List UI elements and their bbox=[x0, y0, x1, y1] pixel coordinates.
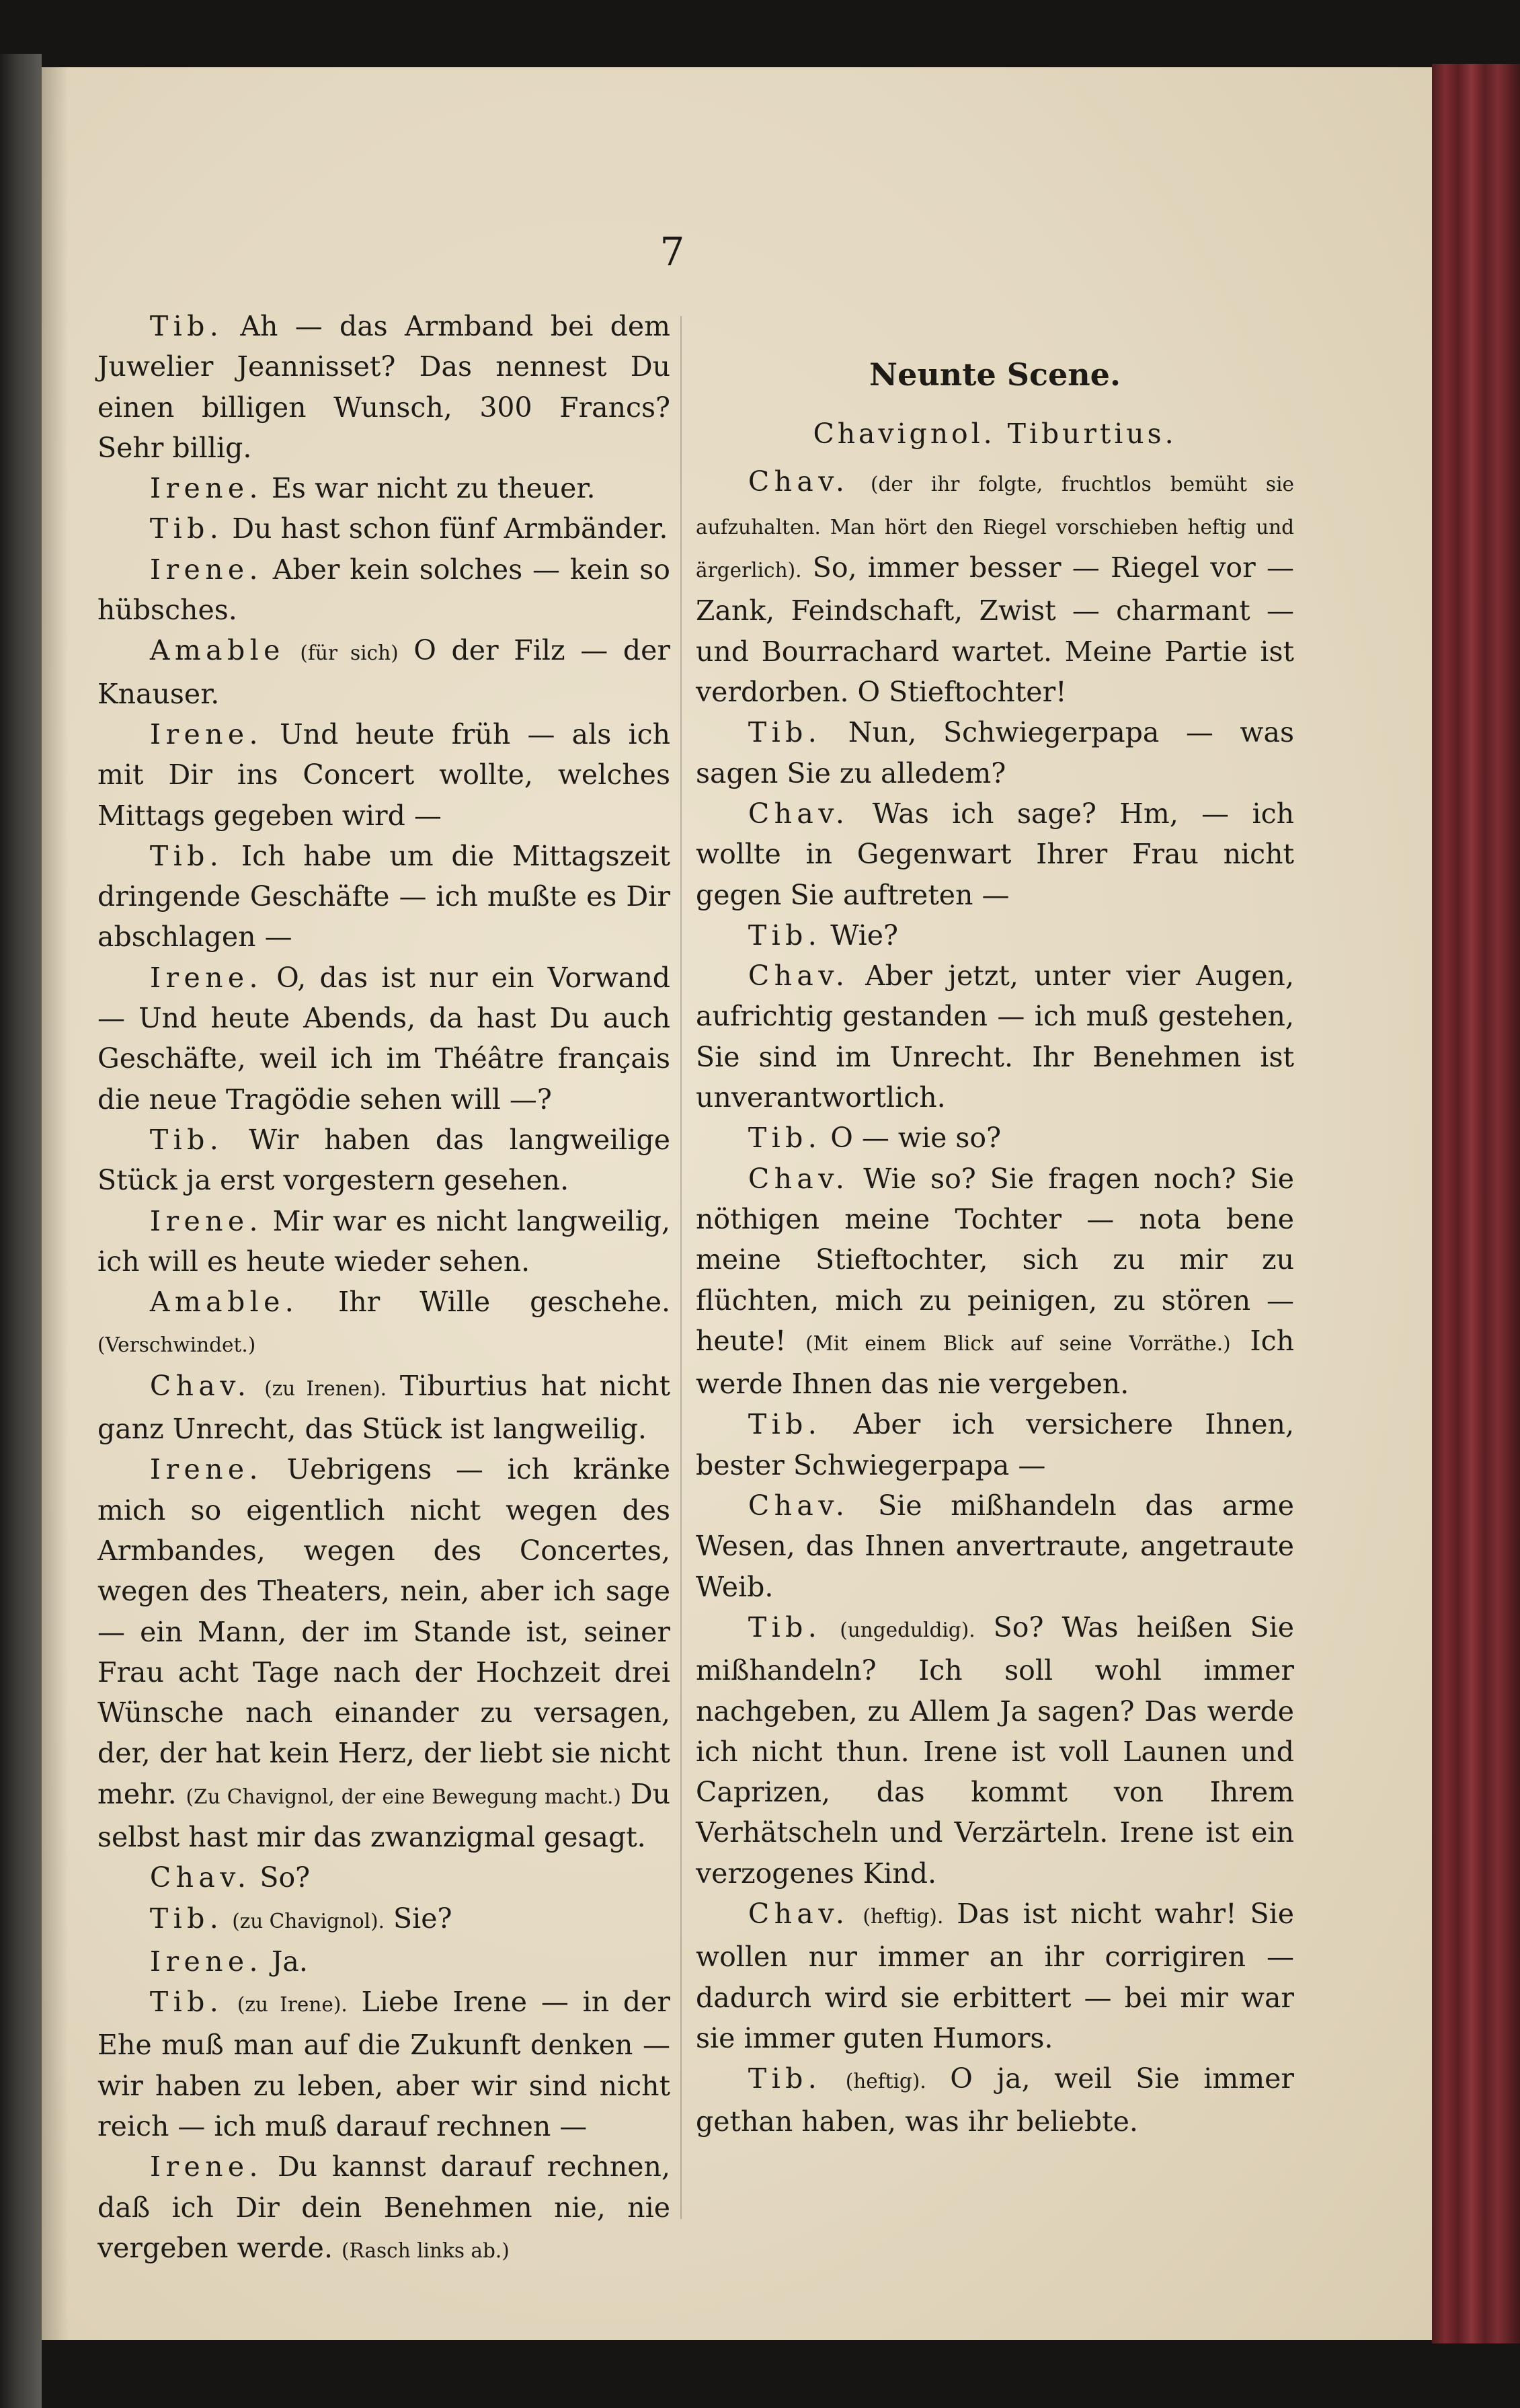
dialogue-paragraph bbox=[696, 1118, 1294, 1158]
stage-direction: (zu Chavignol). bbox=[232, 1909, 385, 1933]
speaker-name: Tib. bbox=[748, 1122, 822, 1155]
left-margin-strip bbox=[0, 54, 42, 2408]
dialogue-paragraph bbox=[97, 1449, 670, 1857]
dialogue-text: Ihr Wille geschehe. bbox=[298, 1286, 670, 1319]
dialogue-text: Es war nicht zu theuer. bbox=[262, 472, 596, 505]
dialogue-paragraph bbox=[97, 714, 670, 836]
speaker-name: Chav. bbox=[748, 797, 850, 830]
dialogue-text: Tiburtius hat nicht ganz Unrecht, das Stück ist langweilig. bbox=[97, 1369, 670, 1446]
dialogue-text: O der Filz — der Knauser. bbox=[97, 634, 670, 710]
stage-direction: (heftig). bbox=[845, 2070, 926, 2093]
speaker-name: Tib. bbox=[748, 716, 822, 749]
dialogue-text: Du selbst hast mir das zwanzigmal gesagt. bbox=[97, 1777, 670, 1853]
speaker-name: Tib. bbox=[149, 1902, 224, 1935]
dialogue-text: O, das ist nur ein Vorwand — Und heute Abends, da hast Du auch Geschäfte, weil ich im Théâtre français die neue Tragödie sehen will —? bbox=[97, 961, 670, 1116]
dialogue-paragraph bbox=[696, 1894, 1294, 2058]
dialogue-paragraph bbox=[696, 915, 1294, 956]
dialogue-paragraph bbox=[97, 1120, 670, 1201]
dialogue-text: Ah — das Armband bei dem Juwelier Jeannisset? Das nennest Du einen billigen Wunsch, 300 Francs? Sehr billig. bbox=[97, 310, 670, 464]
dialogue-text: Wie so? Sie fragen noch? Sie nöthigen meine Tochter — nota bene meine Stieftochter, sich zu mir zu flüchten, mich zu peinigen, zu stören — heute! bbox=[696, 1162, 1294, 1357]
speaker-name: Irene. bbox=[149, 1453, 263, 1486]
stage-direction: (für sich) bbox=[300, 642, 399, 665]
dialogue-text: O ja, weil Sie immer gethan haben, was ihr beliebte. bbox=[696, 2062, 1294, 2138]
dialogue-text: Liebe Irene — in der Ehe muß man auf die Zukunft denken — wir haben zu leben, aber wir sind nicht reich — ich muß darauf rechnen — bbox=[97, 1986, 670, 2143]
speaker-name: Chav. bbox=[748, 960, 850, 993]
stage-direction: (der ihr folgte, fruchtlos bemüht sie aufzuhalten. Man hört den Riegel vorschieben heftig und ärgerlich). bbox=[696, 472, 1294, 582]
speaker-name: Tib. bbox=[748, 1408, 822, 1441]
dialogue-text: So? bbox=[251, 1861, 311, 1894]
speaker-name: Tib. bbox=[748, 2062, 822, 2095]
dialogue-paragraph bbox=[97, 836, 670, 958]
dialogue-text: Wie? bbox=[822, 919, 898, 951]
dialogue-text: Mir war es nicht langweilig, ich will es heute wieder sehen. bbox=[97, 1204, 670, 1278]
stage-direction: (ungeduldig). bbox=[840, 1618, 975, 1641]
book-cover-edge bbox=[1432, 64, 1520, 2343]
dialogue-text: Und heute früh — als ich mit Dir ins Concert wollte, welches Mittags gegeben wird — bbox=[97, 717, 670, 832]
dialogue-text: Was ich sage? Hm, — ich wollte in Gegenwart Ihrer Frau nicht gegen Sie auftreten — bbox=[696, 797, 1294, 911]
dialogue-paragraph bbox=[97, 1857, 670, 1898]
stage-direction: (Rasch links ab.) bbox=[342, 2239, 510, 2262]
speaker-name: Tib. bbox=[748, 1610, 822, 1643]
dialogue-paragraph bbox=[97, 1898, 670, 1941]
dialogue-paragraph bbox=[97, 508, 670, 549]
gutter-shadow bbox=[42, 67, 69, 2340]
dialogue-text: Aber ich versichere Ihnen, bester Schwiegerpapa — bbox=[696, 1408, 1294, 1481]
dialogue-paragraph bbox=[696, 1607, 1294, 1894]
dialogue-text: Uebrigens — ich kränke mich so eigentlich nicht wegen des Armbandes, wegen des Concertes, wegen des Theaters, nein, aber ich sage — ein Mann, der im Stande ist, seiner Frau acht Tage nach der Hochzeit drei Wünsche nach einander zu versagen, der, der hat kein Herz, der liebt sie nicht mehr. bbox=[97, 1453, 670, 1810]
dialogue-text: O — wie so? bbox=[822, 1122, 1002, 1155]
dialogue-paragraph bbox=[696, 1159, 1294, 1405]
dialogue-text: Ich werde Ihnen das nie vergeben. bbox=[696, 1324, 1294, 1401]
dialogue-text: Das ist nicht wahr! Sie wollen nur immer an ihr corrigiren — dadurch wird sie erbittert — bei mir war sie immer guten Humors. bbox=[696, 1897, 1294, 2054]
dialogue-text: Wir haben das langweilige Stück ja erst vorgestern gesehen. bbox=[97, 1123, 670, 1197]
stage-direction: (Mit einem Blick auf seine Vorräthe.) bbox=[805, 1331, 1231, 1355]
speaker-name: Irene. bbox=[149, 472, 263, 505]
dialogue-text: Ich habe um die Mittagszeit dringende Geschäfte — ich mußte es Dir abschlagen — bbox=[97, 839, 670, 954]
dialogue-paragraph bbox=[97, 1201, 670, 1282]
speaker-name: Irene. bbox=[149, 553, 263, 586]
dialogue-paragraph bbox=[696, 793, 1294, 915]
dialogue-text: Du kannst darauf rechnen, daß ich Dir dein Benehmen nie, nie vergeben werde. bbox=[97, 2150, 670, 2264]
stage-direction: (Verschwindet.) bbox=[97, 1333, 256, 1357]
scene-characters: Chavignol. Tiburtius. bbox=[813, 418, 1177, 451]
speaker-name: Tib. bbox=[149, 1123, 224, 1156]
dialogue-text: Sie? bbox=[384, 1902, 452, 1935]
dialogue-paragraph bbox=[97, 306, 670, 468]
scene-heading: Neunte Scene. bbox=[869, 356, 1121, 393]
speaker-name: Chav. bbox=[748, 1489, 850, 1522]
dialogue-paragraph bbox=[97, 2146, 670, 2271]
dialogue-paragraph bbox=[97, 1941, 670, 1982]
speaker-name: Tib. bbox=[748, 919, 822, 951]
dialogue-paragraph bbox=[696, 712, 1294, 793]
page-number: 7 bbox=[659, 229, 685, 274]
speaker-name: Irene. bbox=[149, 1204, 263, 1237]
dialogue-paragraph bbox=[696, 1404, 1294, 1485]
column-divider bbox=[680, 316, 682, 2219]
speaker-name: Irene. bbox=[149, 961, 263, 994]
speaker-name: Chav. bbox=[748, 1897, 850, 1930]
dialogue-paragraph bbox=[696, 1485, 1294, 1607]
dialogue-paragraph bbox=[97, 468, 670, 508]
dialogue-paragraph bbox=[696, 461, 1294, 713]
speaker-name: Tib. bbox=[149, 839, 224, 872]
speaker-name: Chav. bbox=[748, 465, 850, 498]
dialogue-paragraph bbox=[97, 1366, 670, 1450]
dialogue-text: So, immer besser — Riegel vor — Zank, Feindschaft, Zwist — charmant — und Bourrachard wartet. Meine Partie ist verdorben. O Stieftochter! bbox=[696, 551, 1294, 709]
dialogue-text: So? Was heißen Sie mißhandeln? Ich soll wohl immer nachgeben, zu Allem Ja sagen? Das werde ich nicht thun. Irene ist voll Launen und Caprizen, das kommt von Ihrem Verhätscheln und Verzärteln. Irene ist ein verzogenes Kind. bbox=[696, 1610, 1294, 1890]
dialogue-paragraph bbox=[97, 958, 670, 1120]
speaker-name: Tib. bbox=[149, 1986, 224, 2019]
stage-direction: (heftig). bbox=[863, 1904, 944, 1928]
speaker-name: Tib. bbox=[149, 310, 224, 342]
dialogue-text: Ja. bbox=[262, 1945, 308, 1978]
stage-direction: (zu Irenen). bbox=[264, 1376, 387, 1400]
dialogue-text: Sie mißhandeln das arme Wesen, das Ihnen anvertraute, angetraute Weib. bbox=[696, 1489, 1294, 1603]
dialogue-text: Du hast schon fünf Armbänder. bbox=[223, 512, 668, 545]
dialogue-paragraph bbox=[97, 1282, 670, 1366]
stage-direction: (Zu Chavignol, der eine Bewegung macht.) bbox=[186, 1785, 621, 1808]
dialogue-paragraph bbox=[97, 630, 670, 714]
speaker-name: Tib. bbox=[149, 512, 224, 545]
speaker-name: Amable bbox=[149, 634, 285, 667]
dialogue-text: Aber jetzt, unter vier Augen, aufrichtig gestanden — ich muß gestehen, Sie sind im Unrecht. Ihr Benehmen ist unverantwortlich. bbox=[696, 960, 1294, 1114]
left-column bbox=[97, 306, 670, 2271]
dialogue-text: Aber kein solches — kein so hübsches. bbox=[97, 553, 670, 627]
speaker-name: Irene. bbox=[149, 717, 263, 750]
speaker-name: Irene. bbox=[149, 2150, 263, 2183]
speaker-name: Chav. bbox=[149, 1861, 251, 1894]
speaker-name: Irene. bbox=[149, 1945, 263, 1978]
speaker-name: Chav. bbox=[748, 1162, 850, 1195]
stage-direction: (zu Irene). bbox=[237, 1993, 348, 2017]
speaker-name: Chav. bbox=[149, 1369, 251, 1402]
dialogue-paragraph bbox=[696, 2058, 1294, 2142]
dialogue-text: Nun, Schwiegerpapa — was sagen Sie zu alledem? bbox=[696, 716, 1294, 789]
right-column-body bbox=[696, 461, 1294, 2142]
dialogue-paragraph bbox=[97, 1982, 670, 2146]
dialogue-paragraph bbox=[97, 549, 670, 631]
dialogue-paragraph bbox=[696, 956, 1294, 1118]
right-column bbox=[696, 306, 1294, 2142]
speaker-name: Amable. bbox=[149, 1286, 299, 1319]
